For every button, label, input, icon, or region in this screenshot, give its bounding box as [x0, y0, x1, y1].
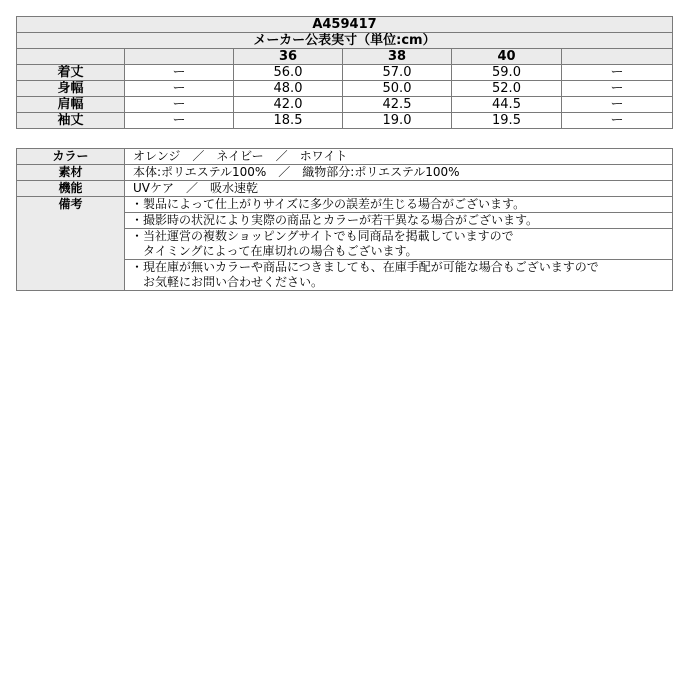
cell: 42.5 [343, 97, 452, 113]
note-item [125, 229, 673, 260]
spec-row-material [17, 165, 673, 181]
cell: 56.0 [234, 65, 343, 81]
cell: 57.0 [343, 65, 452, 81]
cell: ー [125, 113, 234, 129]
cell: ー [562, 65, 673, 81]
spec-row-function [17, 181, 673, 197]
notes-label: 備考 [17, 197, 125, 291]
note-text: ・当社運営の複数ショッピングサイトでも同商品を掲載していますので [131, 229, 514, 243]
measurement-row [17, 65, 673, 81]
spec-table [16, 148, 673, 291]
color-label: カラー [17, 149, 125, 165]
size-header: 38 [343, 49, 452, 65]
size-header [562, 49, 673, 65]
note-item [125, 260, 673, 291]
cell: ー [562, 81, 673, 97]
measurement-row [17, 113, 673, 129]
function-label: 機能 [17, 181, 125, 197]
size-header [125, 49, 234, 65]
cell: ー [125, 97, 234, 113]
note-text: ・現在庫が無いカラーや商品につきましても、在庫手配が可能な場合もございますので [131, 260, 599, 274]
cell: 44.5 [452, 97, 562, 113]
note-text-continued: タイミングによって在庫切れの場合もございます。 [143, 244, 418, 258]
material-value: 本体:ポリエステル100% ／ 織物部分:ポリエステル100% [125, 165, 673, 181]
size-header: 40 [452, 49, 562, 65]
size-header: 36 [234, 49, 343, 65]
note-item [125, 197, 673, 213]
cell: 52.0 [452, 81, 562, 97]
cell: 50.0 [343, 81, 452, 97]
material-label: 素材 [17, 165, 125, 181]
size-header-corner [17, 49, 125, 65]
row-label: 着丈 [17, 65, 125, 81]
note-text: ・撮影時の状況により実際の商品とカラーが若干異なる場合がございます。 [131, 213, 539, 227]
row-label: 肩幅 [17, 97, 125, 113]
color-value: オレンジ ／ ネイビー ／ ホワイト [125, 149, 673, 165]
measurement-row [17, 81, 673, 97]
cell: ー [125, 81, 234, 97]
note-text: ・製品によって仕上がりサイズに多少の誤差が生じる場合がございます。 [131, 197, 526, 211]
cell: 19.5 [452, 113, 562, 129]
cell: ー [562, 97, 673, 113]
spec-row-color [17, 149, 673, 165]
note-item [125, 213, 673, 229]
cell: 18.5 [234, 113, 343, 129]
measurement-row [17, 97, 673, 113]
row-label: 袖丈 [17, 113, 125, 129]
cell: 42.0 [234, 97, 343, 113]
note-row [17, 197, 673, 213]
function-value: UVケア ／ 吸水速乾 [125, 181, 673, 197]
size-table [16, 16, 673, 129]
size-table-subtitle: メーカー公表実寸（単位:cm） [17, 33, 673, 49]
cell: ー [125, 65, 234, 81]
cell: 48.0 [234, 81, 343, 97]
cell: ー [562, 113, 673, 129]
row-label: 身幅 [17, 81, 125, 97]
product-code: A459417 [17, 17, 673, 33]
note-text-continued: お気軽にお問い合わせください。 [143, 275, 324, 289]
cell: 59.0 [452, 65, 562, 81]
cell: 19.0 [343, 113, 452, 129]
